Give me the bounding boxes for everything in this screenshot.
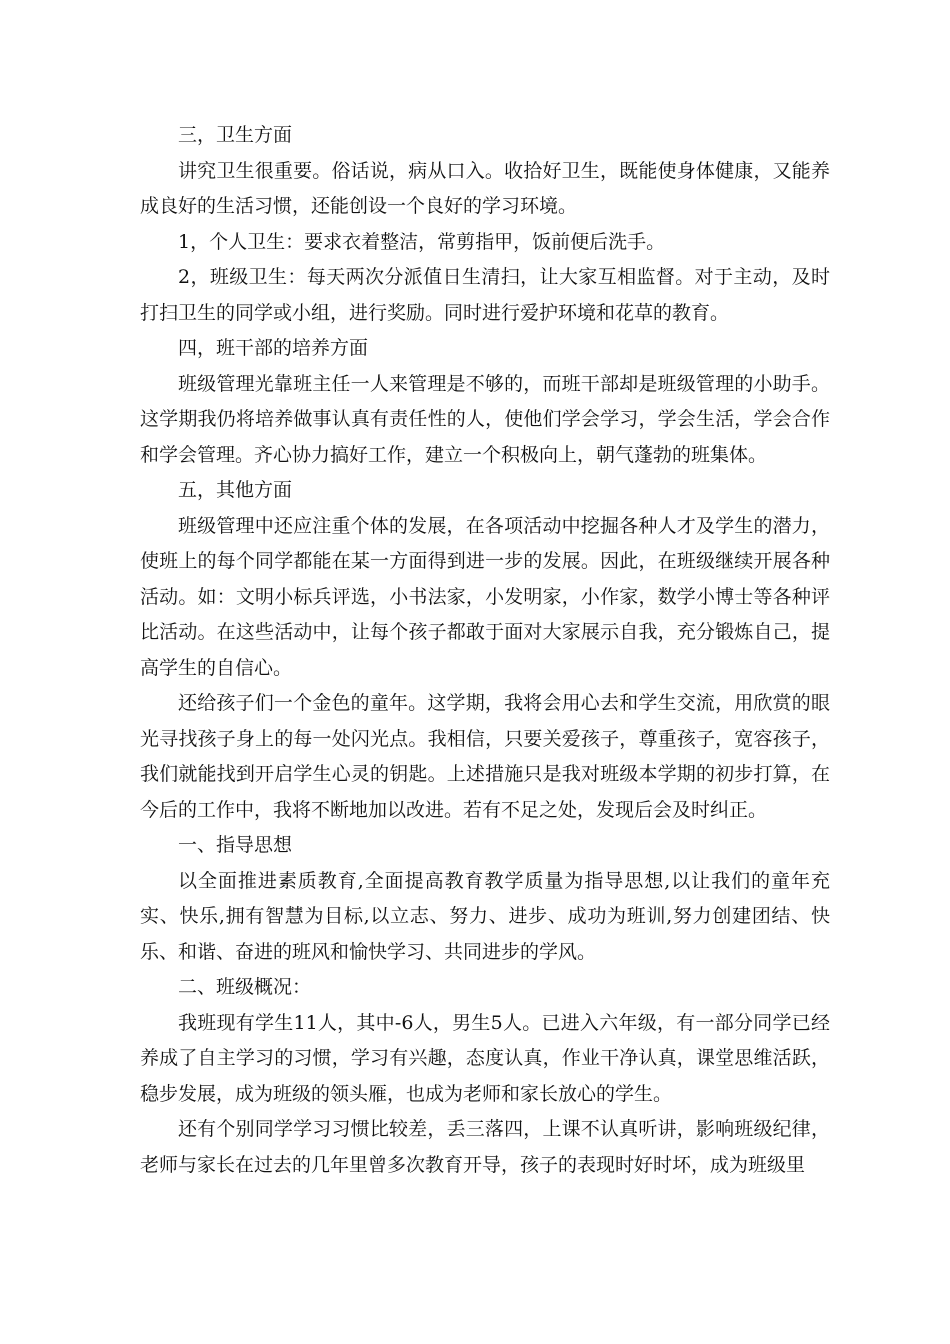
section-heading-cadre-training: 四，班干部的培养方面 <box>178 337 369 359</box>
paragraph-hygiene-intro: 讲究卫生很重要。俗话说，病从口入。收拾好卫生，既能使身体健康，又能养成良好的生活习惯，还能创设一个良好的学习环境。 <box>140 159 830 217</box>
paragraph-class-hygiene: 2，班级卫生：每天两次分派值日生清扫，让大家互相监督。对于主动，及时打扫卫生的同学或小组，进行奖励。同时进行爱护环境和花草的教育。 <box>140 266 830 324</box>
paragraph-cadre-training: 班级管理光靠班主任一人来管理是不够的，而班干部却是班级管理的小助手。这学期我仍将培养做事认真有责任性的人，使他们学会学习，学会生活，学会合作和学会管理。齐心协力搞好工作，建立一个积极向上，朝气蓬勃的班集体。 <box>140 372 830 466</box>
paragraph-class-overview: 我班现有学生11人，其中-6人，男生5人。已进入六年级，有一部分同学已经养成了自主学习的习惯，学习有兴趣，态度认真，作业干净认真，课堂思维活跃，稳步发展，成为班级的领头雁，也成为老师和家长放心的学生。 <box>140 1011 830 1105</box>
document-body <box>140 118 830 1183</box>
section-heading-hygiene: 三，卫生方面 <box>178 124 293 146</box>
section-heading-class-overview: 二、班级概况： <box>178 976 312 998</box>
paragraph-guiding-thought: 以全面推进素质教育,全面提高教育教学质量为指导思想,以让我们的童年充实、快乐,拥有智慧为目标,以立志、努力、进步、成功为班训,努力创建团结、快乐、和谐、奋进的班风和愉快学习、共同进步的学风。 <box>140 869 830 963</box>
paragraph-golden-childhood: 还给孩子们一个金色的童年。这学期，我将会用心去和学生交流，用欣赏的眼光寻找孩子身上的每一处闪光点。我相信，只要关爱孩子，尊重孩子，宽容孩子，我们就能找到开启学生心灵的钥匙。上述措施只是我对班级本学期的初步打算，在今后的工作中，我将不断地加以改进。若有不足之处，发现后会及时纠正。 <box>140 692 830 821</box>
paragraph-individual-development: 班级管理中还应注重个体的发展，在各项活动中挖掘各种人才及学生的潜力，使班上的每个同学都能在某一方面得到进一步的发展。因此，在班级继续开展各种活动。如：文明小标兵评选，小书法家，小发明家，小作家，数学小博士等各种评比活动。在这些活动中，让每个孩子都敢于面对大家展示自我，充分锻炼自己，提高学生的自信心。 <box>140 514 830 679</box>
paragraph-personal-hygiene: 1，个人卫生：要求衣着整洁，常剪指甲，饭前便后洗手。 <box>178 230 666 253</box>
paragraph-individual-students: 还有个别同学学习习惯比较差，丢三落四，上课不认真听讲，影响班级纪律，老师与家长在过去的几年里曾多次教育开导，孩子的表现时好时坏，成为班级里 <box>140 1118 830 1176</box>
section-heading-other: 五，其他方面 <box>178 479 293 501</box>
section-heading-guiding-thought: 一、指导思想 <box>178 834 293 856</box>
